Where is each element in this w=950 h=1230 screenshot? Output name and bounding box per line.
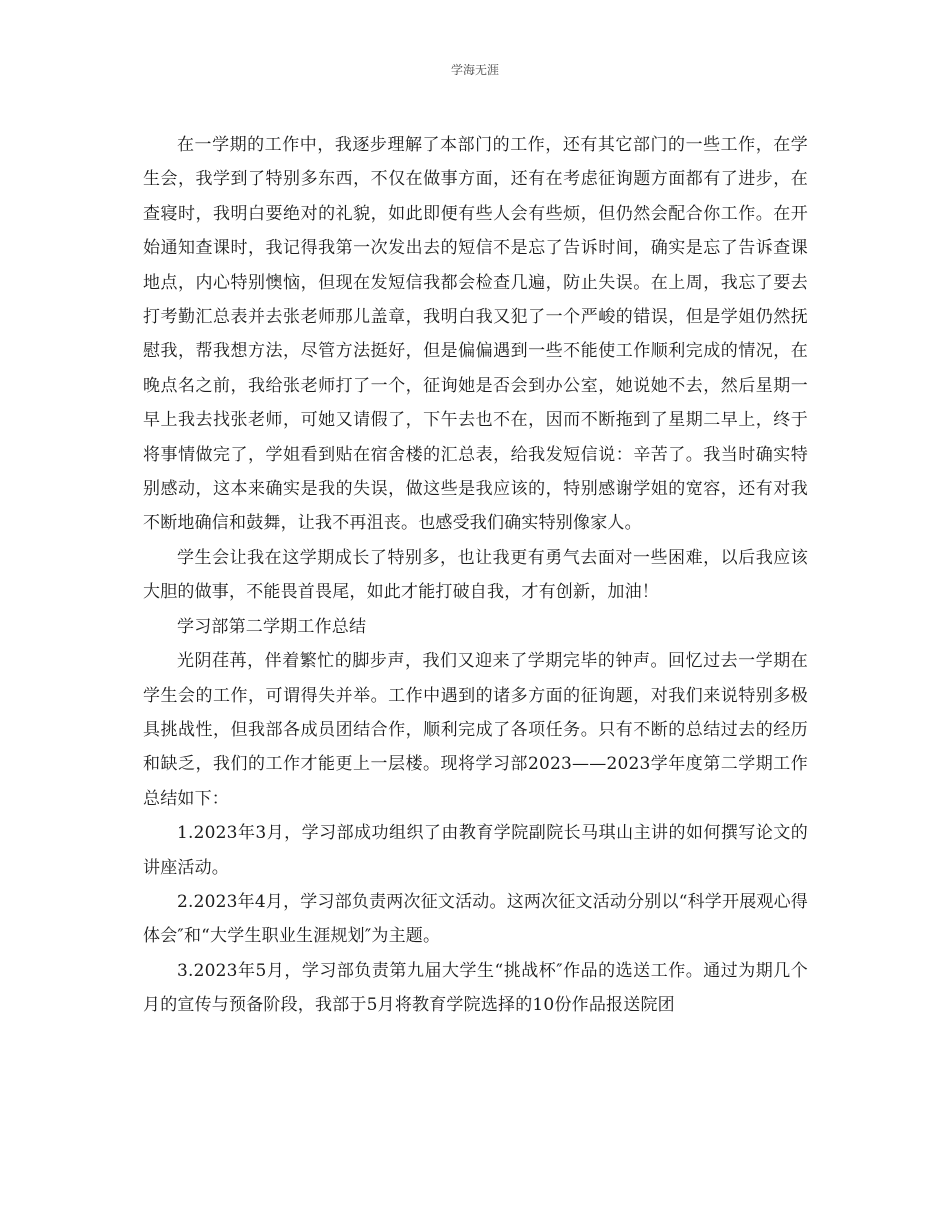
section-heading: 学习部第二学期工作总结: [177, 616, 367, 637]
list-item: 3.2023年5月，学习部负责第九届大学生“挑战杯″作品的选送工作。通过为期几个月的宣传与预备阶段，我部于5月将教育学院选择的10份作品报送院团: [143, 960, 808, 1016]
list-item: 1.2023年3月，学习部成功组织了由教育学院副院长马琪山主讲的如何撰写论文的讲座活动。: [143, 823, 808, 878]
paragraph: 在一学期的工作中，我逐步理解了本部门的工作，还有其它部门的一些工作，在学生会，我学到了特别多东西，不仅在做事方面，还有在考虑征询题方面都有了进步，在查寝时，我明白要绝对的礼貌，如此即便有些人会有些烦，但仍然会配合你工作。在开始通知查课时，我记得我第一次发出去的短信不是忘了告诉时间，确实是忘了告诉查课地点，内心特别懊恼，但现在发短信我都会检查几遍，防止失误。在上周，我忘了要去打考勤汇总表并去张老师那儿盖章，我明白我又犯了一个严峻的错误，但是学姐仍然抚慰我，帮我想方法，尽管方法挺好，但是偏偏遇到一些不能使工作顺利完成的情况，在晚点名之前，我给张老师打了一个，征询她是否会到办公室，她说她不去，然后星期一早上我去找张老师，可她又请假了，下午去也不在，因而不断拖到了星期二早上，终于将事情做完了，学姐看到贴在宿舍楼的汇总表，给我发短信说：辛苦了。我当时确实特别感动，这本来确实是我的失误，做这些是我应该的，特别感谢学姐的宽容，还有对我不断地确信和鼓舞，让我不再沮丧。也感受我们确实特别像家人。: [143, 135, 808, 534]
paragraph: 学生会让我在这学期成长了特别多，也让我更有勇气去面对一些困难，以后我应该大胆的做事，不能畏首畏尾，如此才能打破自我，才有创新，加油！: [143, 547, 808, 603]
paragraph: 光阴荏苒，伴着繁忙的脚步声，我们又迎来了学期完毕的钟声。回忆过去一学期在学生会的工作，可谓得失并举。工作中遇到的诸多方面的征询题，对我们来说特别多极具挑战性，但我部各成员团结合作，顺利完成了各项任务。只有不断的总结过去的经历和缺乏，我们的工作才能更上一层楼。现将学习部2023——2023学年度第二学期工作总结如下：: [143, 651, 808, 809]
list-item: 2.2023年4月，学习部负责两次征文活动。这两次征文活动分别以“科学开展观心得体会″和“大学生职业生涯规划″为主题。: [143, 891, 808, 947]
page-header: 学海无涯: [450, 63, 499, 77]
document-body: [143, 128, 808, 1023]
